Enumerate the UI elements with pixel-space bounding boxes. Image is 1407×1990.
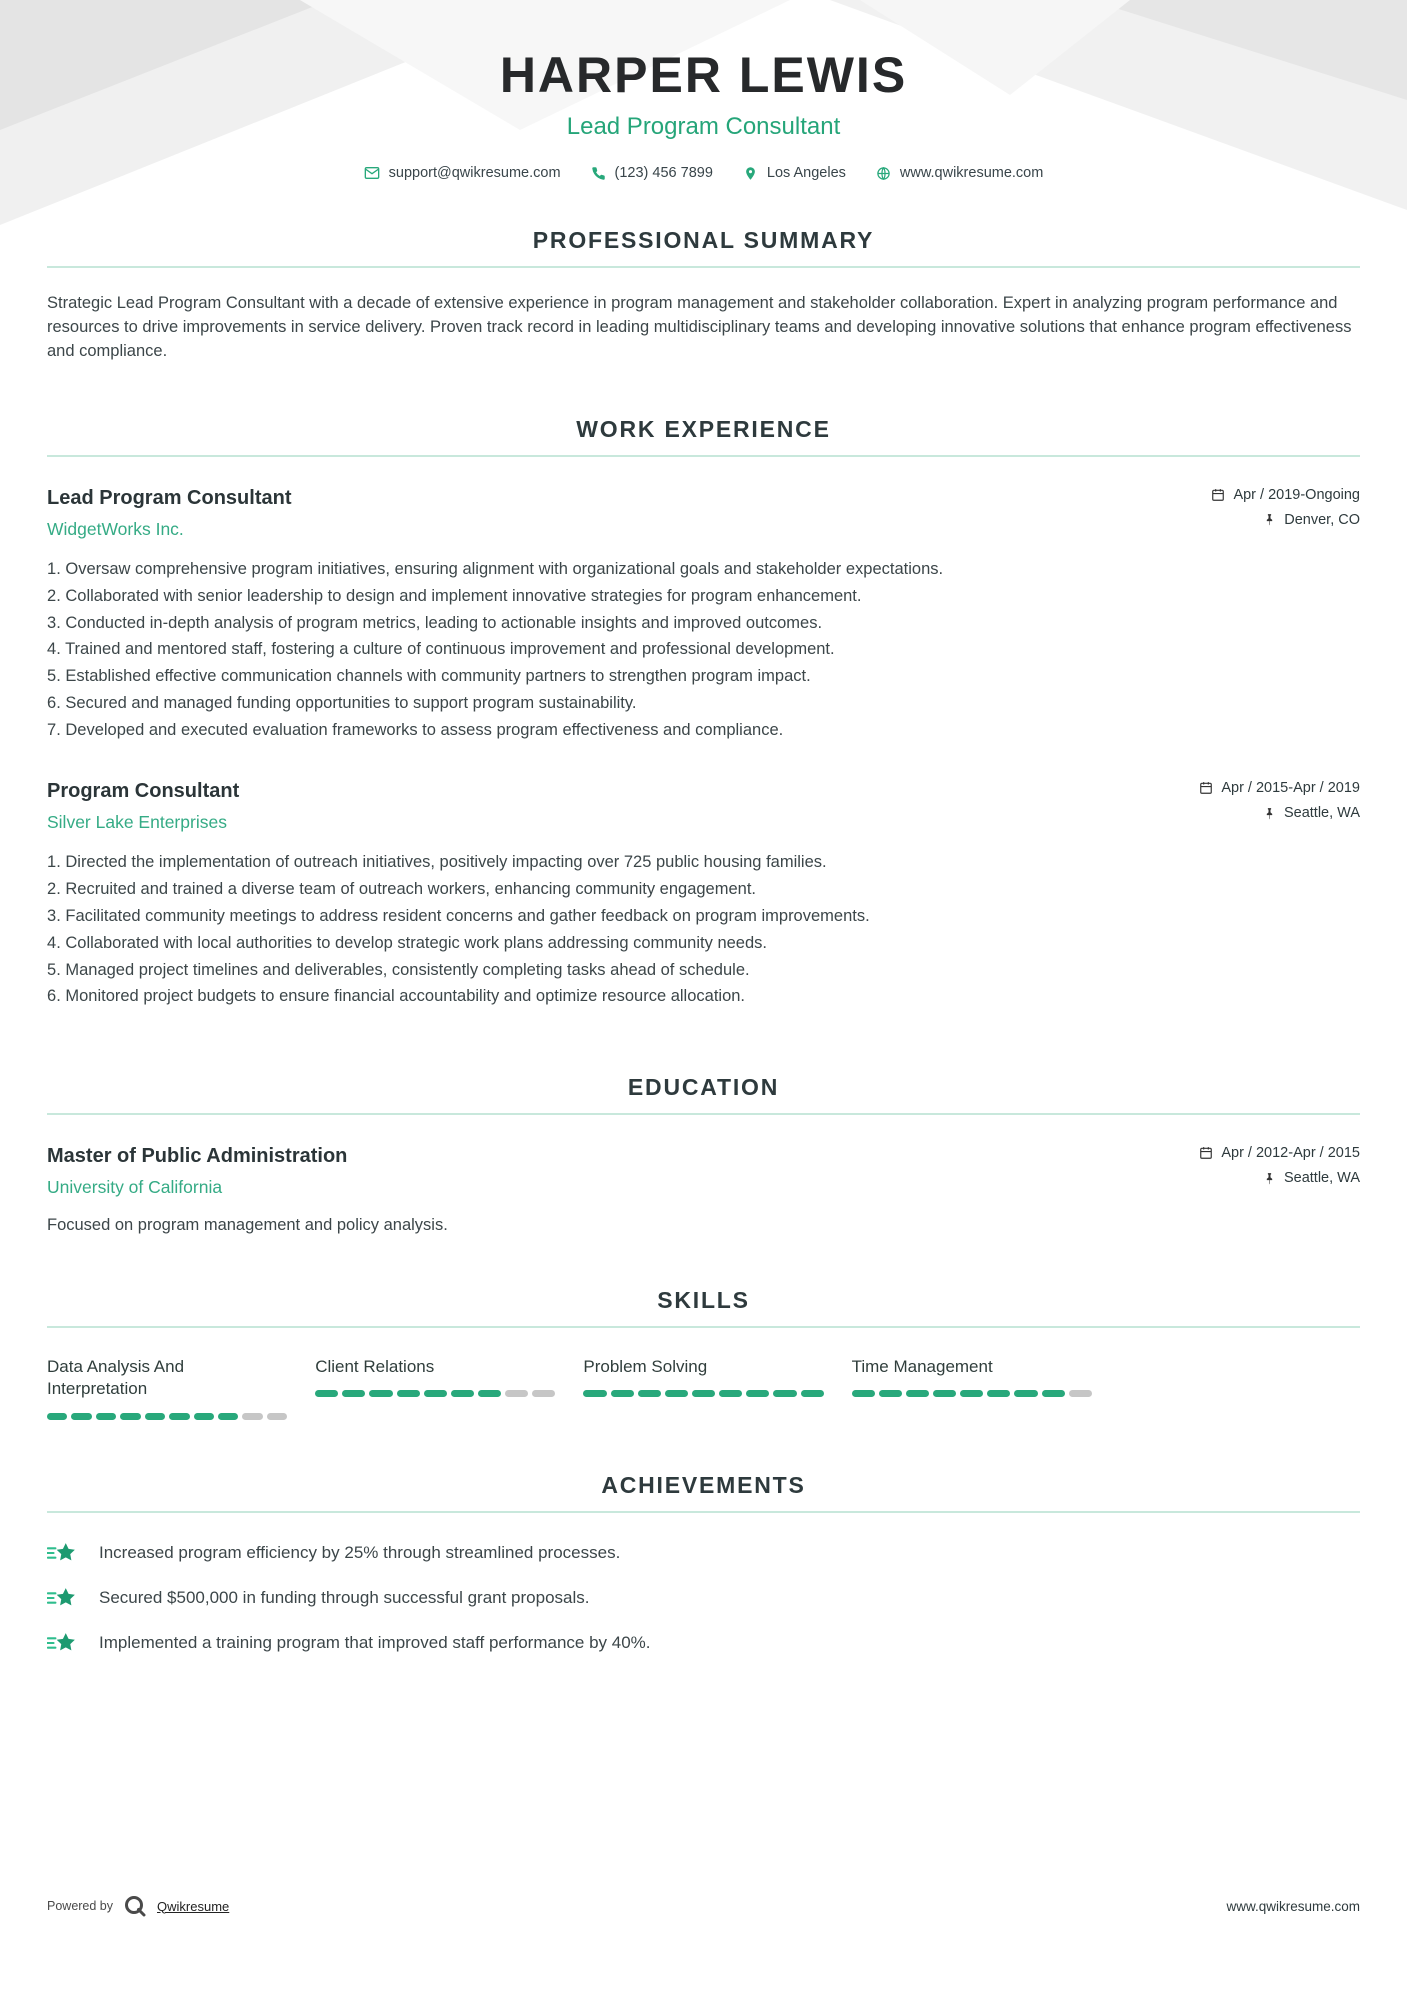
qwikresume-link[interactable]: Qwikresume <box>157 1898 230 1914</box>
achievement-star-icon <box>47 1541 77 1565</box>
education-location-line <box>1199 1170 1360 1186</box>
job-bullet: Collaborated with senior leadership to design and implement innovative strategies for program enhancement. <box>65 586 862 605</box>
contact-row <box>47 165 1360 181</box>
contact-location <box>743 165 846 181</box>
section-divider <box>47 1511 1360 1513</box>
summary-text: Strategic Lead Program Consultant with a decade of extensive experience in program management and stakeholder collaboration. Expert in analyzing program performance and resources to drive improvements in service delivery. Proven track record in leading multidisciplinary teams and developing innovative solutions that enhance program effectiveness and compliance. <box>47 294 1352 360</box>
achievement-text: Secured $500,000 in funding through successful grant proposals. <box>99 1587 590 1607</box>
section-divider <box>47 1113 1360 1115</box>
pushpin-icon <box>1263 807 1276 820</box>
footer-branding <box>47 1894 229 1918</box>
job-header-left <box>47 487 291 540</box>
skill-label: Problem Solving <box>583 1357 708 1377</box>
footer-website: www.qwikresume.com <box>1226 1898 1360 1914</box>
job-entry <box>47 487 1360 744</box>
calendar-icon <box>1211 488 1225 502</box>
contact-email <box>364 165 561 181</box>
job-location-line <box>1199 805 1360 821</box>
job-location: Denver, CO <box>1284 511 1360 528</box>
education-dates-line <box>1199 1145 1360 1161</box>
skills-heading: SKILLS <box>657 1287 750 1314</box>
section-skills <box>47 1287 1360 1419</box>
section-education <box>47 1074 1360 1235</box>
education-description: Focused on program management and policy analysis. <box>47 1216 448 1235</box>
job-bullet: Oversaw comprehensive program initiatives, ensuring alignment with organizational goals and stakeholder expectations. <box>65 559 944 578</box>
section-professional-summary <box>47 227 1360 364</box>
job-header-left <box>47 780 239 833</box>
skill-item <box>47 1356 287 1419</box>
job-bullet: Developed and executed evaluation frameworks to assess program effectiveness and compliance. <box>65 721 784 740</box>
education-header <box>47 1145 1360 1198</box>
job-dates-line <box>1211 487 1360 503</box>
job-bullet: Secured and managed funding opportunities to support program sustainability. <box>65 694 637 713</box>
section-divider <box>47 266 1360 268</box>
achievement-item <box>47 1631 1360 1655</box>
job-header <box>47 780 1360 833</box>
skill-label: Data Analysis And Interpretation <box>47 1357 185 1399</box>
job-bullet-list <box>47 556 1360 744</box>
page-footer <box>47 1894 1360 1918</box>
achievement-star-icon <box>47 1586 77 1610</box>
education-degree: Master of Public Administration <box>47 1145 348 1168</box>
job-company: WidgetWorks Inc. <box>47 518 184 539</box>
skill-progress-bar <box>583 1390 823 1397</box>
candidate-title: Lead Program Consultant <box>566 113 841 140</box>
skill-item <box>583 1356 823 1419</box>
achievement-item <box>47 1586 1360 1610</box>
job-dates-line <box>1199 780 1360 796</box>
skill-progress-bar <box>47 1413 287 1420</box>
job-location: Seattle, WA <box>1283 805 1360 821</box>
email-icon <box>364 165 380 181</box>
skill-item <box>852 1356 1092 1419</box>
job-dates: Apr / 2015-Apr / 2019 <box>1221 780 1360 796</box>
skill-label: Client Relations <box>315 1357 435 1377</box>
job-meta <box>1211 487 1360 537</box>
section-achievements <box>47 1472 1360 1655</box>
powered-by-label: Powered by <box>47 1899 114 1913</box>
skill-progress-bar <box>852 1390 1092 1397</box>
job-bullet-list <box>47 849 1360 1010</box>
achievement-item <box>47 1541 1360 1565</box>
job-title: Lead Program Consultant <box>47 486 292 509</box>
job-bullet: Established effective communication channels with community partners to strengthen program impact. <box>65 667 811 686</box>
education-meta <box>1199 1145 1360 1195</box>
job-bullet: Collaborated with local authorities to develop strategic work plans addressing community needs. <box>65 933 767 952</box>
phone-icon <box>591 166 606 181</box>
education-school: University of California <box>47 1177 223 1198</box>
job-company: Silver Lake Enterprises <box>47 812 227 832</box>
job-location-line <box>1211 512 1360 528</box>
contact-email-text: support@qwikresume.com <box>388 165 561 181</box>
education-dates: Apr / 2012-Apr / 2015 <box>1221 1145 1360 1162</box>
globe-icon <box>876 166 891 181</box>
job-bullet: Recruited and trained a diverse team of outreach workers, enhancing community engagement. <box>65 879 756 898</box>
candidate-name: HARPER LEWIS <box>499 47 908 103</box>
job-bullet: Conducted in-depth analysis of program metrics, leading to actionable insights and improved outcomes. <box>65 613 823 632</box>
skill-progress-bar <box>315 1390 555 1397</box>
job-bullet: Monitored project budgets to ensure financial accountability and optimize resource allocation. <box>65 987 746 1006</box>
contact-phone-text: (123) 456 7899 <box>614 165 713 181</box>
achievements-list <box>47 1541 1360 1655</box>
job-bullet: Managed project timelines and deliverables, consistently completing tasks ahead of schedule. <box>65 960 750 979</box>
calendar-icon <box>1199 1146 1213 1160</box>
job-entry <box>47 780 1360 1010</box>
skill-label: Time Management <box>851 1357 993 1377</box>
pushpin-icon <box>1263 513 1276 526</box>
contact-website <box>876 165 1043 181</box>
qwikresume-logo <box>123 1894 147 1918</box>
job-meta <box>1199 780 1360 830</box>
section-divider <box>47 455 1360 457</box>
section-divider <box>47 1326 1360 1328</box>
summary-heading: PROFESSIONAL SUMMARY <box>532 227 875 253</box>
skills-grid <box>47 1356 1360 1419</box>
pushpin-icon <box>1263 1172 1276 1185</box>
skill-item <box>315 1356 555 1419</box>
education-location: Seattle, WA <box>1283 1170 1360 1187</box>
achievement-star-icon <box>47 1631 77 1655</box>
contact-phone <box>591 165 713 181</box>
education-header-left <box>47 1145 347 1198</box>
calendar-icon <box>1199 781 1213 795</box>
section-work-experience <box>47 416 1360 1011</box>
education-entry <box>47 1145 1360 1235</box>
contact-website-text: www.qwikresume.com <box>899 165 1044 181</box>
job-bullet: Trained and mentored staff, fostering a culture of continuous improvement and professional development. <box>65 640 835 659</box>
achievement-text: Increased program efficiency by 25% through streamlined processes. <box>99 1542 621 1562</box>
job-title: Program Consultant <box>47 780 240 802</box>
education-heading: EDUCATION <box>627 1074 780 1101</box>
achievement-text: Implemented a training program that improved staff performance by 40%. <box>99 1632 651 1652</box>
job-bullet: Facilitated community meetings to address resident concerns and gather feedback on program improvements. <box>65 906 870 925</box>
experience-heading: WORK EXPERIENCE <box>576 415 831 442</box>
location-pin-icon <box>743 166 758 181</box>
job-bullet: Directed the implementation of outreach initiatives, positively impacting over 725 public housing families. <box>65 853 827 871</box>
job-dates: Apr / 2019-Ongoing <box>1233 486 1360 503</box>
resume-header <box>47 0 1360 181</box>
job-header <box>47 487 1360 540</box>
achievements-heading: ACHIEVEMENTS <box>601 1471 806 1498</box>
contact-location-text: Los Angeles <box>766 165 846 181</box>
